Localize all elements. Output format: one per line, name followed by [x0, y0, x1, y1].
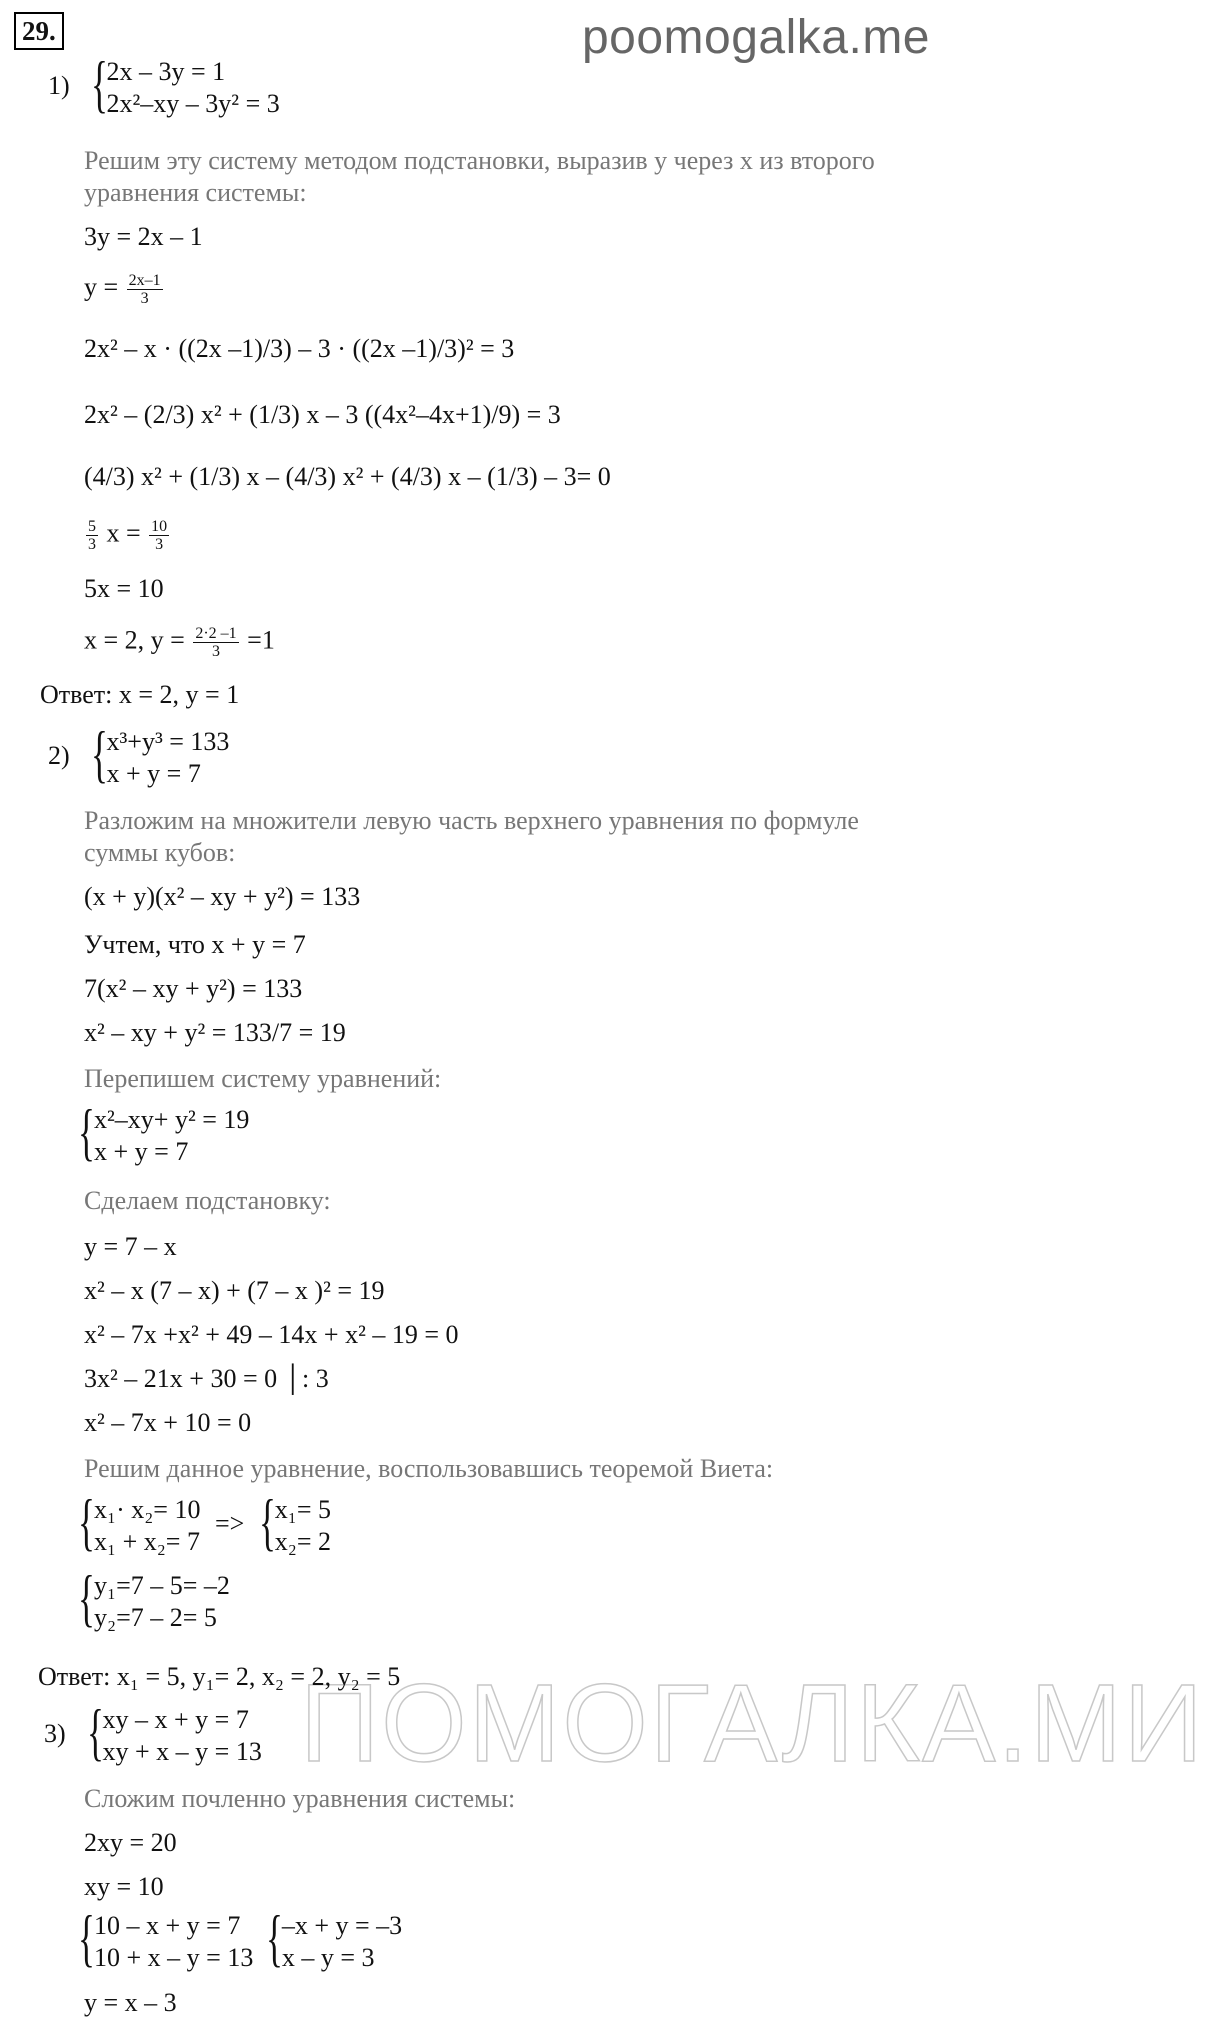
part2-rewrite: Перепишем систему уравнений: — [84, 1064, 442, 1093]
part1-line3: 2x² – x · ((2x –1)/3) – 3 · ((2x –1)/3)² = 3 — [84, 334, 515, 363]
part3-intro: Сложим почленно уравнения системы: — [84, 1784, 516, 1813]
part2-intro-line1: Разложим на множители левую часть верхнего уравнения по формуле — [84, 806, 859, 835]
part1-answer: Ответ: x = 2, y = 1 — [40, 680, 240, 709]
part2-line2: Учтем, что x + y = 7 — [84, 930, 306, 959]
part3-line1: 2xy = 20 — [84, 1828, 177, 1857]
implies-arrow: => — [214, 1508, 245, 1538]
part2-y-system: { y₁=7 – 5= –2 y₂=7 – 2= 5 — [78, 1562, 230, 1633]
part1-line1: 3y = 2x – 1 — [84, 222, 203, 251]
watermark: ПОМОГАЛКА.МИ — [300, 1662, 1205, 1785]
part2-line7: x² – 7x +x² + 49 – 14x + x² – 19 = 0 — [84, 1320, 459, 1349]
part1-line8: x = 2, y = $\frac{2\cdot 2 -1}{3}$ =1 — [84, 625, 275, 660]
part3-line2: xy = 10 — [84, 1872, 164, 1901]
part1-intro-line2: уравнения системы: — [84, 178, 307, 207]
part2-system2: { x²–xy+ y² = 19 x + y = 7 — [78, 1096, 250, 1167]
part2-line1: (x + y)(x² – xy + y²) = 133 — [84, 882, 361, 911]
problem-number: 29. — [14, 12, 64, 50]
part2-answer: Ответ: x₁ = 5, y₁= 2, x₂ = 2, y₂ = 5 — [38, 1662, 401, 1691]
part1-line6: $\frac{5}{3}$ x = $\frac{10}{3}$ — [88, 518, 168, 553]
part1-system: 1) { 2x – 3y = 1 2x²–xy – 3y² = 3 — [48, 48, 280, 119]
part3-line3: y = x – 3 — [84, 1988, 177, 2017]
part2-vieta: Решим данное уравнение, воспользовавшись теоремой Виета: — [84, 1454, 774, 1483]
part1-line4: 2x² – (2/3) x² + (1/3) x – 3 ((4x²–4x+1)/9) = 3 — [84, 400, 561, 429]
part2-line3: 7(x² – xy + y²) = 133 — [84, 974, 303, 1003]
part2-intro-line2: суммы кубов: — [84, 838, 236, 867]
site-brand: poomogalka.me — [581, 11, 930, 64]
part2-vieta-system: { x₁· x₂= 10 x₁ + x₂= 7 => { x₁= 5 x₂= 2 — [78, 1486, 332, 1557]
part1-line5: (4/3) x² + (1/3) x – (4/3) x² + (4/3) x – (1/3) – 3= 0 — [84, 462, 611, 491]
part1-intro-line1: Решим эту систему методом подстановки, выразив у через х из второго — [84, 146, 875, 175]
part2-line4: x² – xy + y² = 133/7 = 19 — [84, 1018, 346, 1047]
part2-subst: Сделаем подстановку: — [84, 1186, 331, 1215]
part1-line7: 5x = 10 — [84, 574, 164, 603]
part3-systems: { 10 – x + y = 7 10 + x – y = 13 { –x + y = –3 x – y = 3 — [78, 1902, 403, 1973]
part2-system: 2) { x³+y³ = 133 x + y = 7 — [48, 718, 230, 789]
part1-line2: y = $\frac{2x-1}{3}$ — [84, 272, 161, 307]
part2-line9: x² – 7x + 10 = 0 — [84, 1408, 252, 1437]
part2-line6: x² – x (7 – x) + (7 – x )² = 19 — [84, 1276, 385, 1305]
part3-system: 3) { xy – x + y = 7 xy + x – y = 13 — [44, 1696, 262, 1767]
part2-line8: 3x² – 21x + 30 = 0 │: 3 — [84, 1364, 329, 1393]
part2-line5: y = 7 – x — [84, 1232, 177, 1261]
